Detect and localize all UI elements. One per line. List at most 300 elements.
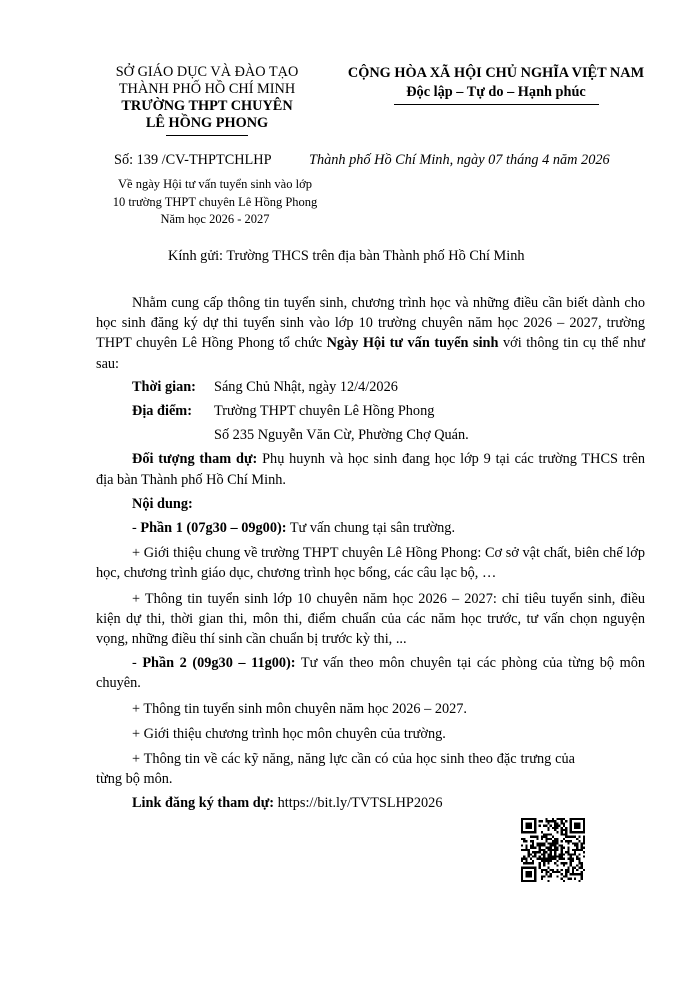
qr-module bbox=[545, 847, 547, 849]
qr-module bbox=[576, 842, 578, 844]
qr-module bbox=[561, 829, 563, 831]
qr-module bbox=[539, 847, 541, 849]
qr-module bbox=[576, 864, 578, 866]
qr-module bbox=[521, 849, 523, 851]
qr-module bbox=[565, 862, 567, 864]
qr-module bbox=[547, 867, 549, 869]
qr-module bbox=[528, 851, 530, 853]
qr-module bbox=[572, 818, 574, 820]
part1-bullet-2: + Thông tin tuyển sinh lớp 10 chuyên năm học 2026 – 2027: chỉ tiêu tuyển sinh, điều kiện dự thi, thời gian thi, môn thi, điểm chuẩn của các năm học trước, tư vấn chọn nguyện vọng, những điều thí sinh cần chuẩn bị trước kỳ thi, ... bbox=[96, 590, 645, 648]
qr-module bbox=[532, 844, 534, 846]
date-month: 4 bbox=[542, 152, 550, 168]
qr-module bbox=[545, 871, 547, 873]
qr-module bbox=[570, 878, 572, 880]
qr-module bbox=[530, 836, 532, 838]
qr-module bbox=[565, 827, 567, 829]
qr-module bbox=[563, 853, 565, 855]
national-header bbox=[324, 64, 668, 105]
date-month-word: tháng bbox=[502, 152, 543, 168]
qr-module bbox=[556, 840, 558, 842]
qr-module bbox=[554, 853, 556, 855]
qr-module bbox=[541, 875, 543, 877]
recipient-line: Kính gửi: Trường THCS trên địa bàn Thành phố Hồ Chí Minh bbox=[168, 248, 525, 264]
qr-module bbox=[532, 880, 534, 882]
qr-module bbox=[552, 836, 554, 838]
qr-module bbox=[550, 858, 552, 860]
qr-module bbox=[523, 818, 525, 820]
qr-module bbox=[572, 873, 574, 875]
part2-bullet-2: + Giới thiệu chương trình học môn chuyên của trường. bbox=[132, 725, 446, 742]
qr-module bbox=[534, 822, 536, 824]
qr-module bbox=[530, 858, 532, 860]
qr-module bbox=[563, 838, 565, 840]
qr-module bbox=[563, 847, 565, 849]
qr-module bbox=[574, 831, 576, 833]
qr-module bbox=[545, 838, 547, 840]
qr-module bbox=[576, 847, 578, 849]
qr-module bbox=[521, 820, 523, 822]
qr-module bbox=[574, 818, 576, 820]
part2-label: Phần 2 (09g30 – 11g00): bbox=[142, 655, 296, 672]
qr-module bbox=[554, 838, 556, 840]
qr-module bbox=[576, 858, 578, 860]
qr-module bbox=[550, 825, 552, 827]
qr-module bbox=[583, 829, 585, 831]
qr-module bbox=[523, 867, 525, 869]
qr-module bbox=[554, 842, 556, 844]
qr-module bbox=[563, 833, 565, 835]
qr-module bbox=[565, 831, 567, 833]
qr-module bbox=[530, 862, 532, 864]
content-label: Nội dung: bbox=[132, 495, 193, 512]
qr-module bbox=[541, 844, 543, 846]
qr-module bbox=[567, 878, 569, 880]
qr-module bbox=[539, 842, 541, 844]
qr-module bbox=[528, 827, 530, 829]
qr-module bbox=[578, 860, 580, 862]
qr-module bbox=[541, 849, 543, 851]
motto-underline bbox=[394, 104, 599, 105]
qr-module bbox=[559, 844, 561, 846]
venue-row bbox=[96, 401, 645, 421]
qr-module bbox=[532, 831, 534, 833]
qr-module bbox=[525, 825, 527, 827]
qr-module bbox=[563, 875, 565, 877]
qr-module bbox=[561, 840, 563, 842]
qr-module bbox=[552, 871, 554, 873]
qr-module bbox=[552, 869, 554, 871]
qr-module bbox=[563, 864, 565, 866]
qr-module bbox=[550, 844, 552, 846]
qr-module bbox=[552, 820, 554, 822]
qr-module bbox=[543, 864, 545, 866]
qr-module bbox=[543, 851, 545, 853]
qr-module bbox=[574, 844, 576, 846]
qr-module bbox=[534, 878, 536, 880]
qr-module bbox=[550, 842, 552, 844]
qr-module bbox=[556, 871, 558, 873]
qr-module bbox=[534, 827, 536, 829]
qr-module bbox=[556, 849, 558, 851]
intro-paragraph bbox=[96, 293, 645, 374]
qr-module bbox=[543, 842, 545, 844]
subject-line1: Về ngày Hội tư vấn tuyển sinh vào lớp bbox=[118, 177, 312, 191]
qr-module bbox=[525, 831, 527, 833]
document-subject bbox=[86, 176, 344, 229]
part2-bullet-3: + Thông tin về các kỹ năng, năng lực cần có của học sinh theo đặc trưng của từng bộ môn. bbox=[96, 751, 575, 788]
qr-module bbox=[559, 858, 561, 860]
qr-module bbox=[570, 829, 572, 831]
part2-text: Tư vấn theo môn chuyên tại các phòng của từng bộ môn chuyên. bbox=[96, 655, 645, 692]
qr-module bbox=[570, 864, 572, 866]
qr-module bbox=[572, 853, 574, 855]
qr-module bbox=[525, 867, 527, 869]
qr-module bbox=[576, 825, 578, 827]
qr-module bbox=[559, 818, 561, 820]
qr-module bbox=[541, 858, 543, 860]
qr-module bbox=[541, 853, 543, 855]
qr-module bbox=[556, 875, 558, 877]
qr-module bbox=[525, 827, 527, 829]
place-date-prefix: Thành phố Hồ Chí Minh, ngày bbox=[309, 152, 489, 168]
qr-module bbox=[550, 820, 552, 822]
qr-module bbox=[554, 871, 556, 873]
qr-module bbox=[521, 869, 523, 871]
qr-module bbox=[565, 836, 567, 838]
issuer-org-line1: SỞ GIÁO DỤC VÀ ĐÀO TẠO bbox=[115, 64, 299, 80]
subject-line3: Năm học 2026 - 2027 bbox=[160, 212, 270, 226]
date-day: 07 bbox=[488, 152, 503, 168]
qr-module bbox=[556, 869, 558, 871]
qr-module bbox=[570, 856, 572, 858]
qr-module bbox=[578, 867, 580, 869]
qr-module bbox=[539, 825, 541, 827]
qr-module bbox=[556, 822, 558, 824]
document-body bbox=[96, 293, 645, 814]
qr-module bbox=[576, 873, 578, 875]
qr-module bbox=[521, 831, 523, 833]
qr-module bbox=[530, 871, 532, 873]
qr-module bbox=[530, 867, 532, 869]
qr-module bbox=[543, 849, 545, 851]
part1-text: Tư vấn chung tại sân trường. bbox=[286, 520, 456, 537]
qr-module bbox=[574, 878, 576, 880]
qr-module bbox=[541, 842, 543, 844]
qr-module bbox=[536, 858, 538, 860]
qr-module bbox=[578, 862, 580, 864]
qr-module bbox=[541, 860, 543, 862]
qr-module bbox=[543, 853, 545, 855]
subject-line2: 10 trường THPT chuyên Lê Hồng Phong bbox=[112, 194, 318, 209]
qr-module bbox=[550, 851, 552, 853]
qr-module bbox=[521, 880, 523, 882]
qr-module bbox=[565, 833, 567, 835]
qr-module bbox=[567, 851, 569, 853]
audience-value: Phụ huynh và học sinh đang học lớp 9 tại các trường THCS trên địa bàn Thành phố Hồ Chí Minh. bbox=[96, 451, 645, 488]
qr-module bbox=[554, 844, 556, 846]
qr-module bbox=[525, 849, 527, 851]
qr-module bbox=[554, 862, 556, 864]
qr-module bbox=[536, 842, 538, 844]
qr-module bbox=[561, 831, 563, 833]
qr-module bbox=[534, 871, 536, 873]
qr-module bbox=[570, 836, 572, 838]
qr-module bbox=[530, 875, 532, 877]
qr-module bbox=[572, 831, 574, 833]
qr-module bbox=[523, 849, 525, 851]
part2-bullet-1: + Thông tin tuyển sinh môn chuyên năm học 2026 – 2027. bbox=[132, 700, 468, 717]
qr-module bbox=[567, 858, 569, 860]
qr-module bbox=[583, 869, 585, 871]
document-number: Số: 139 /CV-THPTCHLHP bbox=[114, 152, 272, 168]
qr-module bbox=[539, 844, 541, 846]
qr-module bbox=[530, 844, 532, 846]
qr-module bbox=[534, 851, 536, 853]
qr-module bbox=[534, 820, 536, 822]
qr-module bbox=[576, 844, 578, 846]
qr-module bbox=[525, 862, 527, 864]
qr-module bbox=[578, 849, 580, 851]
qr-module bbox=[563, 858, 565, 860]
qr-module bbox=[570, 820, 572, 822]
qr-module bbox=[547, 853, 549, 855]
qr-module bbox=[543, 875, 545, 877]
qr-module bbox=[552, 844, 554, 846]
qr-module bbox=[547, 822, 549, 824]
audience-paragraph bbox=[96, 449, 645, 489]
qr-module bbox=[534, 853, 536, 855]
qr-module bbox=[521, 858, 523, 860]
qr-module bbox=[525, 822, 527, 824]
qr-module bbox=[574, 851, 576, 853]
qr-module bbox=[567, 840, 569, 842]
qr-module bbox=[532, 842, 534, 844]
qr-module bbox=[543, 836, 545, 838]
qr-module bbox=[536, 844, 538, 846]
qr-module bbox=[545, 836, 547, 838]
qr-module bbox=[561, 873, 563, 875]
qr-module bbox=[561, 822, 563, 824]
qr-module bbox=[583, 840, 585, 842]
qr-module bbox=[530, 831, 532, 833]
qr-module bbox=[534, 867, 536, 869]
qr-module bbox=[539, 867, 541, 869]
qr-module bbox=[581, 844, 583, 846]
part1-heading bbox=[96, 518, 645, 538]
qr-module bbox=[581, 875, 583, 877]
qr-module bbox=[534, 825, 536, 827]
qr-module bbox=[523, 840, 525, 842]
qr-module bbox=[561, 833, 563, 835]
qr-module bbox=[547, 860, 549, 862]
qr-module bbox=[581, 878, 583, 880]
qr-module bbox=[539, 851, 541, 853]
venue-label: Địa điểm: bbox=[132, 403, 192, 420]
qr-module bbox=[528, 873, 530, 875]
qr-module bbox=[552, 842, 554, 844]
qr-module bbox=[543, 833, 545, 835]
qr-module bbox=[581, 842, 583, 844]
qr-module bbox=[554, 858, 556, 860]
qr-module bbox=[561, 862, 563, 864]
qr-module bbox=[583, 820, 585, 822]
qr-module bbox=[578, 853, 580, 855]
qr-module bbox=[581, 867, 583, 869]
qr-module bbox=[534, 836, 536, 838]
qr-module bbox=[572, 860, 574, 862]
time-label: Thời gian: bbox=[132, 378, 196, 395]
date-year: năm 2026 bbox=[549, 152, 610, 168]
qr-module bbox=[572, 871, 574, 873]
qr-module bbox=[572, 842, 574, 844]
qr-module bbox=[576, 818, 578, 820]
qr-module bbox=[554, 827, 556, 829]
qr-module bbox=[521, 827, 523, 829]
qr-module bbox=[521, 860, 523, 862]
qr-module bbox=[583, 838, 585, 840]
qr-module bbox=[545, 858, 547, 860]
qr-module bbox=[563, 822, 565, 824]
qr-module bbox=[530, 880, 532, 882]
qr-module bbox=[583, 836, 585, 838]
qr-module bbox=[578, 822, 580, 824]
qr-module bbox=[530, 873, 532, 875]
qr-module bbox=[567, 869, 569, 871]
qr-module bbox=[541, 838, 543, 840]
qr-module bbox=[534, 856, 536, 858]
qr-module bbox=[532, 818, 534, 820]
qr-module bbox=[556, 838, 558, 840]
qr-module bbox=[570, 858, 572, 860]
qr-module bbox=[528, 853, 530, 855]
qr-module bbox=[576, 827, 578, 829]
qr-module bbox=[541, 878, 543, 880]
qr-module bbox=[528, 849, 530, 851]
qr-module bbox=[539, 849, 541, 851]
qr-module bbox=[532, 862, 534, 864]
intro-text-a: Nhằm cung cấp thông tin tuyển sinh, chương trình học và những điều cần biết dành cho học sinh đăng ký dự thi tuyển sinh vào lớp 10 trường chuyên năm học 2026 – 2027, trường THPT chuyên Lê Hồng Phong tổ chức bbox=[96, 295, 645, 352]
qr-module bbox=[583, 847, 585, 849]
qr-module bbox=[567, 871, 569, 873]
qr-module bbox=[561, 851, 563, 853]
qr-module bbox=[545, 818, 547, 820]
qr-code-icon[interactable] bbox=[521, 818, 585, 882]
registration-line bbox=[96, 793, 645, 813]
qr-module bbox=[572, 858, 574, 860]
qr-module bbox=[576, 831, 578, 833]
qr-module bbox=[534, 831, 536, 833]
qr-module bbox=[521, 871, 523, 873]
qr-module bbox=[574, 849, 576, 851]
qr-module bbox=[576, 849, 578, 851]
qr-module bbox=[521, 875, 523, 877]
qr-module bbox=[578, 873, 580, 875]
qr-module bbox=[565, 829, 567, 831]
qr-module bbox=[534, 847, 536, 849]
qr-module bbox=[583, 851, 585, 853]
qr-module bbox=[528, 818, 530, 820]
qr-module bbox=[550, 853, 552, 855]
registration-url[interactable]: https://bit.ly/TVTSLHP2026 bbox=[274, 795, 443, 812]
qr-module bbox=[525, 873, 527, 875]
qr-module bbox=[552, 849, 554, 851]
qr-module bbox=[523, 880, 525, 882]
qr-module bbox=[581, 847, 583, 849]
qr-module bbox=[550, 833, 552, 835]
qr-module bbox=[581, 862, 583, 864]
qr-module bbox=[583, 831, 585, 833]
audience-label: Đối tượng tham dự: bbox=[132, 451, 258, 468]
qr-module bbox=[563, 880, 565, 882]
qr-module bbox=[567, 853, 569, 855]
qr-module bbox=[534, 875, 536, 877]
qr-module bbox=[574, 853, 576, 855]
qr-module bbox=[561, 847, 563, 849]
qr-module bbox=[554, 847, 556, 849]
intro-text-b: với thông tin cụ thể như sau: bbox=[96, 335, 645, 372]
qr-module bbox=[578, 880, 580, 882]
qr-module bbox=[545, 825, 547, 827]
qr-module bbox=[530, 822, 532, 824]
qr-module bbox=[578, 827, 580, 829]
intro-event-name: Ngày Hội tư vấn tuyển sinh bbox=[326, 335, 499, 352]
qr-module bbox=[547, 880, 549, 882]
qr-module bbox=[556, 825, 558, 827]
qr-module bbox=[581, 871, 583, 873]
qr-module bbox=[547, 842, 549, 844]
qr-module bbox=[534, 880, 536, 882]
qr-module bbox=[532, 867, 534, 869]
qr-module bbox=[578, 840, 580, 842]
qr-module bbox=[583, 825, 585, 827]
qr-module bbox=[578, 818, 580, 820]
qr-module bbox=[525, 840, 527, 842]
qr-module bbox=[521, 818, 523, 820]
qr-module bbox=[521, 873, 523, 875]
qr-module bbox=[547, 858, 549, 860]
qr-module bbox=[532, 851, 534, 853]
qr-module bbox=[539, 862, 541, 864]
qr-module bbox=[552, 827, 554, 829]
qr-module bbox=[559, 871, 561, 873]
qr-module bbox=[578, 836, 580, 838]
qr-module bbox=[528, 880, 530, 882]
qr-module bbox=[545, 820, 547, 822]
qr-module bbox=[554, 856, 556, 858]
qr-module bbox=[565, 875, 567, 877]
time-row bbox=[96, 377, 645, 397]
qr-module bbox=[581, 818, 583, 820]
qr-module bbox=[565, 851, 567, 853]
qr-module bbox=[576, 856, 578, 858]
qr-module bbox=[561, 853, 563, 855]
qr-module bbox=[541, 871, 543, 873]
part2-dash: - bbox=[132, 655, 143, 672]
qr-module bbox=[532, 847, 534, 849]
qr-module bbox=[556, 818, 558, 820]
qr-module bbox=[550, 873, 552, 875]
qr-module bbox=[547, 856, 549, 858]
qr-module bbox=[561, 856, 563, 858]
qr-module bbox=[563, 862, 565, 864]
qr-module bbox=[556, 831, 558, 833]
qr-module bbox=[545, 851, 547, 853]
qr-module bbox=[547, 847, 549, 849]
qr-module bbox=[554, 849, 556, 851]
qr-module bbox=[534, 873, 536, 875]
qr-module bbox=[561, 878, 563, 880]
qr-module bbox=[574, 827, 576, 829]
